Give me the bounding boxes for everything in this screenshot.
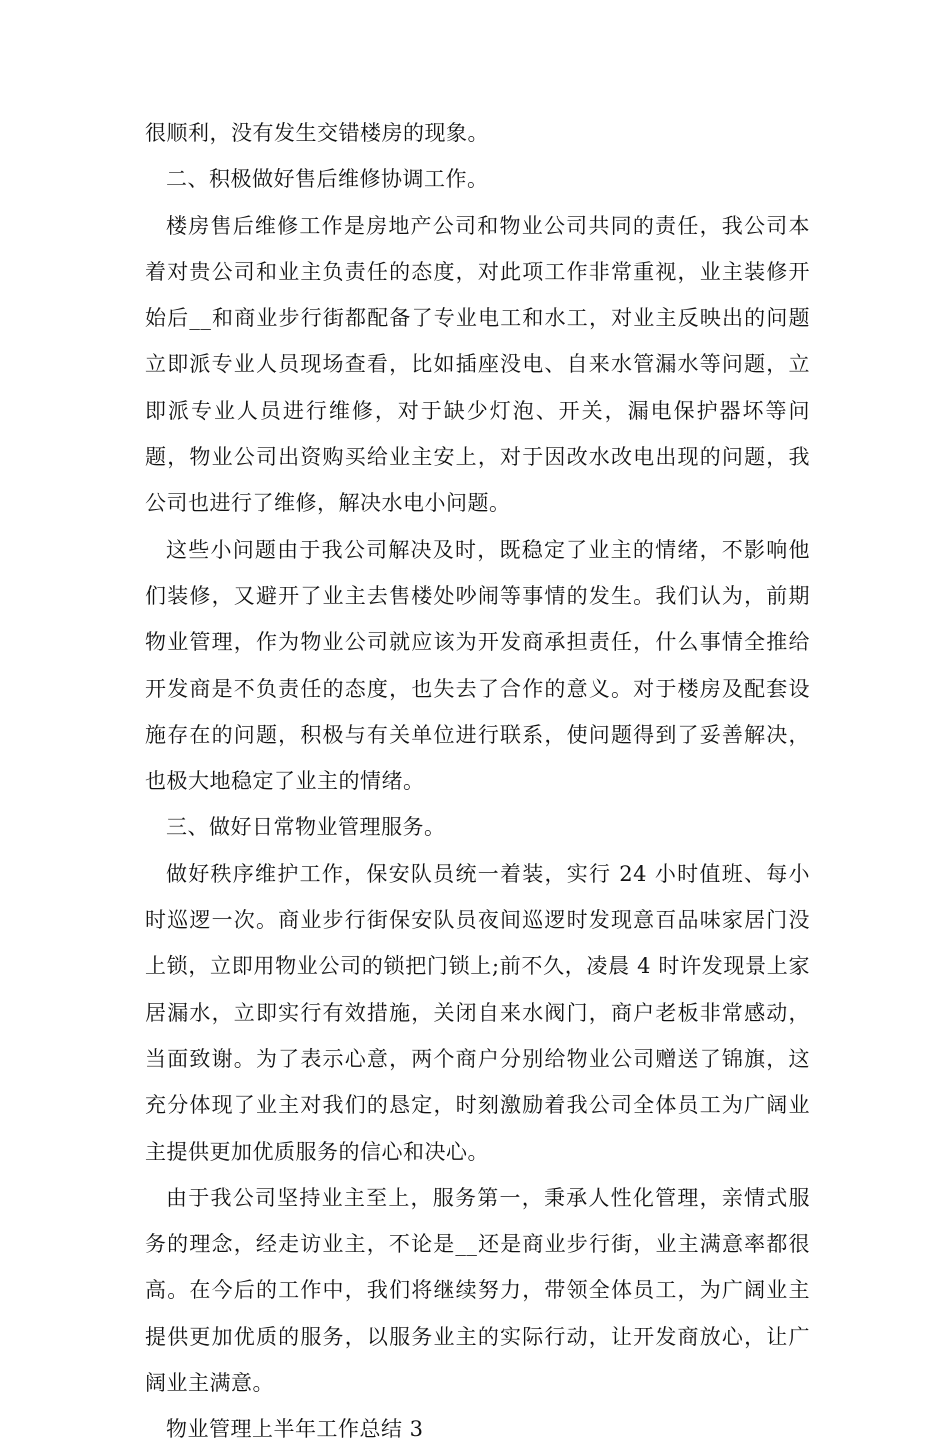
paragraph: 做好秩序维护工作，保安队员统一着装，实行 24 小时值班、每小时巡逻一次。商业步行街保安队员夜间巡逻时发现意百品味家居门没上锁，立即用物业公司的锁把门锁上;前不久，凌晨 4 时许发现景上家居漏水，立即实行有效措施，关闭自来水阀门，商户老板非常感动，当面致谢。为了表示心意，两个商户分别给物业公司赠送了锦旗，这充分体现了业主对我们的恳定，时刻激励着我公司全体员工为广阔业主提供更加优质服务的信心和决心。 (145, 861, 810, 1164)
document-body (145, 110, 810, 1453)
paragraph: 很顺利，没有发生交错楼房的现象。 (145, 121, 489, 145)
section-heading: 三、做好日常物业管理服务。 (166, 815, 446, 840)
document-subtitle: 物业管理上半年工作总结 3 (166, 1417, 424, 1442)
paragraph: 由于我公司坚持业主至上，服务第一，秉承人性化管理，亲情式服务的理念，经走访业主，不论是__还是商业步行街，业主满意率都很高。在今后的工作中，我们将继续努力，带领全体员工，为广阔业主提供更加优质的服务，以服务业主的实际行动，让开发商放心，让广阔业主满意。 (145, 1185, 810, 1396)
section-heading: 二、积极做好售后维修协调工作。 (166, 167, 489, 192)
paragraph: 这些小问题由于我公司解决及时，既稳定了业主的情绪，不影响他们装修，又避开了业主去售楼处吵闹等事情的发生。我们认为，前期物业管理，作为物业公司就应该为开发商承担责任，什么事情全推给开发商是不负责任的态度，也失去了合作的意义。对于楼房及配套设施存在的问题，积极与有关单位进行联系，使问题得到了妥善解决，也极大地稳定了业主的情绪。 (145, 537, 810, 794)
paragraph: 楼房售后维修工作是房地产公司和物业公司共同的责任，我公司本着对贵公司和业主负责任的态度，对此项工作非常重视，业主装修开始后__和商业步行街都配备了专业电工和水工，对业主反映出的问题立即派专业人员现场查看，比如插座没电、自来水管漏水等问题，立即派专业人员进行维修，对于缺少灯泡、开关，漏电保护器坏等问题，物业公司出资购买给业主安上，对于因改水改电出现的问题，我公司也进行了维修，解决水电小问题。 (145, 213, 810, 516)
